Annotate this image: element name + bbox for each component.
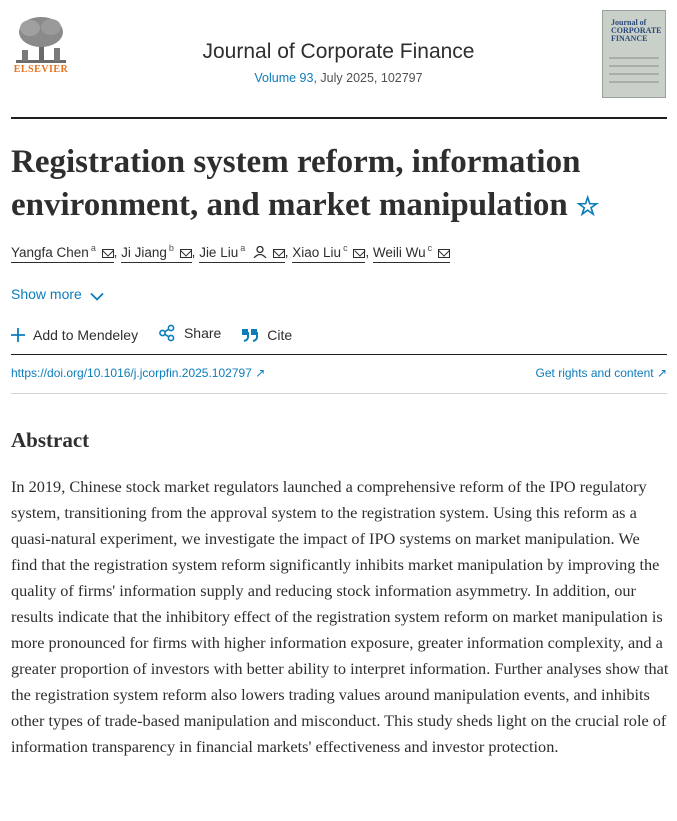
article-title: [11, 141, 661, 228]
chevron-down-icon: [90, 292, 104, 301]
external-link-icon: ↗: [255, 366, 266, 380]
cover-line: [609, 73, 659, 75]
email-icon: [102, 249, 114, 258]
show-more-button[interactable]: [11, 286, 104, 302]
author-link[interactable]: Jie Liu $^a$: [199, 245, 285, 263]
header-divider: [11, 117, 667, 119]
email-icon: [438, 249, 450, 258]
cover-line: [609, 57, 659, 59]
journal-cover-image[interactable]: [602, 10, 666, 98]
rights-link[interactable]: [536, 366, 667, 380]
person-icon: [253, 246, 267, 258]
abstract-heading: Abstract: [11, 428, 90, 452]
cite-label: Cite: [267, 327, 293, 343]
journal-header: [0, 0, 677, 110]
abstract-text: In 2019, Chinese stock market regulators launched a comprehensive reform of the IPO regulatory system, transitioning from the approval system to the registration system. Using this reform as a quasi-natural experiment, we investigate the impact of IPO systems on market manipulation. We find that the registration system reform significantly inhibits market manipulation by improving the quality of firms' information supply and reducing stock information asymmetry. In addition, our results indicate that the inhibitory effect of the registration system reform on market manipulation is more pronounced for firms with higher information exposure, greater information complexity, and a greater proportion of investors with better ability to interpret information. Further analyses show that the registration system reform also lowers trading values around manipulation events, and inhibits other types of trade-based manipulation and misconduct. This study sheds light on the crucial role of information transparency in financial markets' effectiveness and investor protection.: [11, 477, 669, 756]
mendeley-label: Add to Mendeley: [33, 327, 139, 343]
article-actions: [11, 324, 308, 345]
external-link-icon: ↗: [656, 366, 667, 380]
journal-title[interactable]: Journal of Corporate Finance: [202, 40, 475, 63]
author-link[interactable]: Xiao Liu $^c$: [292, 245, 365, 263]
author-link[interactable]: Ji Jiang $^b$: [121, 245, 192, 263]
share-label: Share: [183, 325, 222, 341]
doi-text: https://doi.org/10.1016/j.jcorpfin.2025.102797: [11, 366, 252, 380]
author-link[interactable]: Yangfa Chen $^a$: [11, 245, 114, 263]
share-button[interactable]: [158, 324, 221, 342]
show-more-label: Show more: [11, 286, 82, 302]
quote-icon: [241, 328, 259, 342]
article-title-text: Registration system reform, information environment, and market manipulation: [11, 144, 581, 223]
author-link[interactable]: Weili Wu $^c$: [373, 245, 450, 263]
doi-link[interactable]: [11, 366, 265, 380]
author-list: Yangfa Chen $^a$ , Ji Jiang $^b$ , Jie Liu $^a$ , Xiao Liu $^c$ , Weili Wu $^c$: [11, 243, 450, 260]
rights-text: Get rights and content: [535, 366, 654, 380]
share-icon: [158, 324, 176, 342]
publisher-name: ELSEVIER: [13, 64, 69, 75]
volume-info: [0, 71, 677, 85]
add-to-mendeley-button[interactable]: [11, 327, 138, 343]
volume-details: , July 2025, 102797: [313, 71, 423, 85]
volume-link[interactable]: Volume 93: [254, 71, 314, 85]
email-icon: [180, 249, 192, 258]
cover-line: [609, 65, 659, 67]
cover-title: Journal of CORPORATE FINANCE: [611, 18, 662, 43]
email-icon: [273, 249, 285, 258]
cite-button[interactable]: [241, 327, 292, 343]
doi-divider: [11, 393, 667, 394]
email-icon: [353, 249, 365, 258]
cover-line: [609, 81, 659, 83]
plus-icon: [11, 328, 25, 342]
star-icon[interactable]: ☆: [576, 192, 600, 221]
actions-divider: [11, 354, 667, 355]
